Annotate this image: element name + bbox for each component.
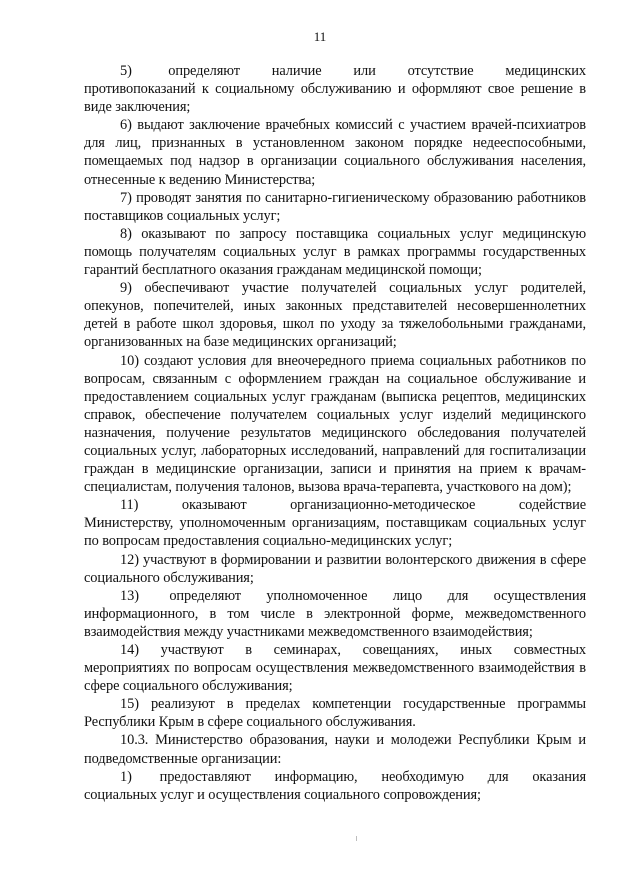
paragraph-item-7: 7) проводят занятия по санитарно-гигиеническому образованию работников поставщиков социальных услуг; bbox=[84, 189, 586, 224]
paragraph-section-10-3: 10.3. Министерство образования, науки и молодежи Республики Крым и подведомственные организации: bbox=[84, 732, 586, 767]
paragraph-item-6: 6) выдают заключение врачебных комиссий с участием врачей-психиатров для лиц, признанных в установленном законом порядке недееспособными, помещаемых под надзор в организации социального обслуживания населения, отнесенные к ведению Министерства; bbox=[84, 117, 586, 188]
document-body bbox=[84, 62, 586, 804]
paragraph-item-11: 11) оказывают организационно-методическое содействие Министерству, уполномоченным организациям, поставщикам социальных услуг по вопросам предоставления социально-медицинских услуг; bbox=[84, 497, 586, 550]
scan-speck bbox=[356, 836, 357, 841]
paragraph-item-5: 5) определяют наличие или отсутствие медицинских противопоказаний к социальному обслуживанию и оформляют свое решение в виде заключения; bbox=[84, 63, 586, 116]
paragraph-item-12: 12) участвуют в формировании и развитии волонтерского движения в сфере социального обслуживания; bbox=[84, 551, 586, 586]
paragraph-item-9: 9) обеспечивают участие получателей социальных услуг родителей, опекунов, попечителей, иных законных представителей несовершеннолетних детей в работе школ здоровья, школ по уходу за тяжелобольными гражданами, организованных на базе медицинских организаций; bbox=[84, 280, 586, 351]
paragraph-item-13: 13) определяют уполномоченное лицо для осуществления информационного, в том числе в электронной форме, межведомственного взаимодействия между участниками межведомственного взаимодействия; bbox=[84, 587, 586, 640]
paragraph-item-15: 15) реализуют в пределах компетенции государственные программы Республики Крым в сфере социального обслуживания. bbox=[84, 696, 586, 731]
page-number: 11 bbox=[313, 29, 327, 44]
paragraph-item-14: 14) участвуют в семинарах, совещаниях, иных совместных мероприятиях по вопросам осуществления межведомственного взаимодействия в сфере социального обслуживания; bbox=[84, 642, 586, 695]
paragraph-item-8: 8) оказывают по запросу поставщика социальных услуг медицинскую помощь получателям социальных услуг в рамках программы государственных гарантий бесплатного оказания гражданам медицинской помощи; bbox=[84, 225, 586, 279]
paragraph-section-10-3-item-1: 1) предоставляют информацию, необходимую для оказания социальных услуг и осуществления социального сопровождения; bbox=[84, 768, 586, 803]
paragraph-item-10: 10) создают условия для внеочередного приема социальных работников по вопросам, связанным с оформлением граждан на социальное обслуживание и предоставлением социальных услуг гражданам (выписка рецептов, медицинских справок, обеспечение получателем социальных услуг изделий медицинского назначения, получение результатов медицинского обследования получателей социальных услуг, лабораторных исследований, направлений для госпитализации граждан в медицинские организации, записи и принятия на прием к врачам-специалистам, получения талонов, вызова врача-терапевта, участкового на дом); bbox=[84, 352, 586, 496]
